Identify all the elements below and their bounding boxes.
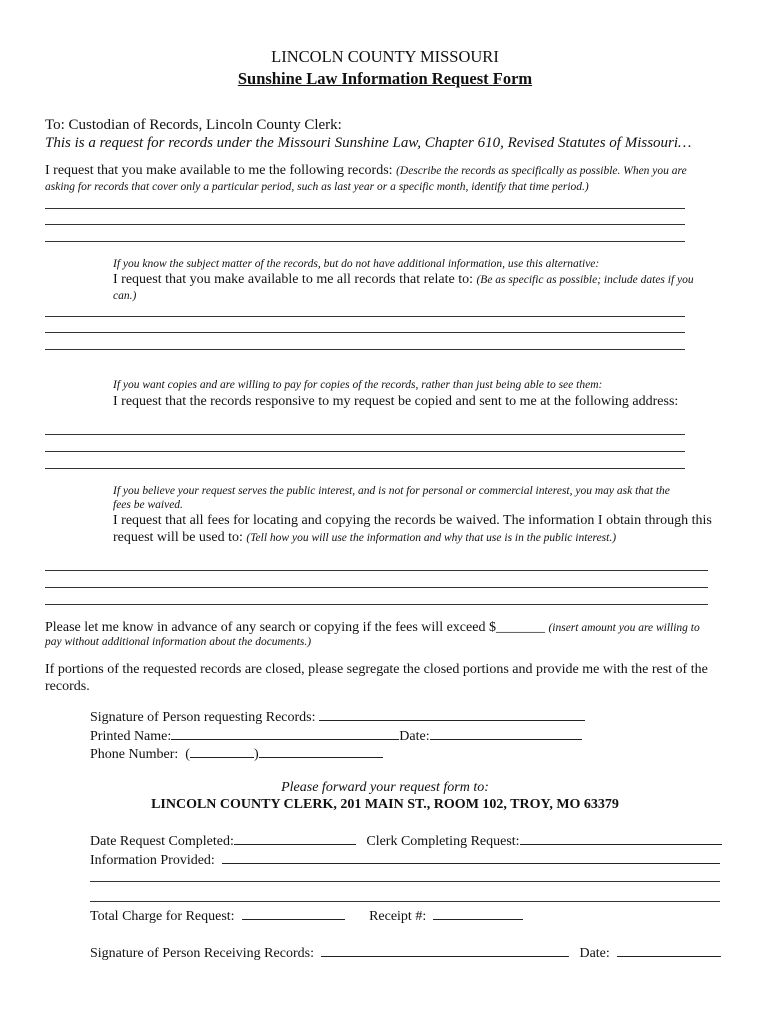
printed-date-field[interactable] [430, 726, 582, 740]
phone-close-paren: ) [253, 747, 259, 762]
subject-blank-line-1[interactable] [45, 316, 685, 317]
information-provided-row [90, 850, 720, 869]
information-blank-line-2[interactable] [90, 901, 720, 902]
to-line: To: Custodian of Records, Lincoln County Clerk: [45, 117, 342, 133]
clerk-completing-label: Clerk Completing Request: [366, 834, 520, 849]
records-request-note: (Describe the records as specifically as possible. When you are [396, 165, 687, 177]
clerk-completing-field[interactable] [520, 831, 722, 845]
fees-statement: Please let me know in advance of any search or copying if the fees will exceed $_______ [45, 620, 545, 635]
printed-date-label: Date: [399, 729, 430, 744]
receiver-signature-label: Signature of Person Receiving Records: [90, 946, 314, 961]
receiver-date-label: Date: [579, 946, 610, 961]
phone-open-paren: ( [185, 747, 190, 762]
waiver-request-line [113, 530, 616, 546]
printed-name-row [90, 726, 582, 745]
receiver-signature-field[interactable] [321, 943, 569, 957]
county-heading: LINCOLN COUNTY MISSOURI [271, 47, 499, 66]
address-blank-line-1[interactable] [45, 434, 685, 435]
records-request-lead: I request that you make available to me the following records: [45, 163, 393, 178]
subject-request-note-cont: can.) [113, 290, 137, 302]
receipt-field[interactable] [433, 906, 523, 920]
waiver-request-note: (Tell how you will use the information and why that use is in the public interest.) [246, 532, 617, 544]
fees-note: (insert amount you are willing to [548, 622, 700, 634]
subject-request-note: (Be as specific as possible; include dates if you [476, 274, 694, 286]
requester-signature-field[interactable] [319, 707, 585, 721]
form-title: Sunshine Law Information Request Form [237, 69, 533, 88]
printed-name-field[interactable] [171, 726, 399, 740]
closed-records-statement: If portions of the requested records are closed, please segregate the closed portions and provide me with the rest of the [45, 662, 708, 677]
waiver-request-lead-cont: request will be used to: [113, 530, 243, 545]
copies-request-lead: I request that the records responsive to my request be copied and sent to me at the following address: [113, 394, 679, 409]
phone-number-field[interactable] [259, 744, 383, 758]
total-charge-field[interactable] [242, 906, 345, 920]
information-blank-line-1[interactable] [90, 881, 720, 882]
total-charge-label: Total Charge for Request: [90, 909, 235, 924]
subject-request-line [113, 272, 694, 288]
total-charge-row [90, 906, 523, 925]
information-provided-field[interactable] [222, 850, 720, 864]
phone-number-label: Phone Number: [90, 747, 179, 762]
fees-note-cont: pay without additional information about the documents.) [45, 636, 312, 648]
date-completed-field[interactable] [234, 831, 356, 845]
phone-number-row [90, 744, 383, 763]
subject-blank-line-3[interactable] [45, 349, 685, 350]
records-request-note-cont: asking for records that cover only a particular period, such as last year or a specific month, identify that time period.) [45, 181, 589, 193]
receiver-date-field[interactable] [617, 943, 721, 957]
clerk-address: LINCOLN COUNTY CLERK, 201 MAIN ST., ROOM 102, TROY, MO 63379 [151, 797, 619, 812]
records-request-line [45, 163, 687, 179]
phone-area-code-field[interactable] [190, 744, 254, 758]
address-blank-line-3[interactable] [45, 468, 685, 469]
subject-request-lead: I request that you make available to me all records that relate to: [113, 272, 473, 287]
subject-blank-line-2[interactable] [45, 332, 685, 333]
waiver-condition-cont: fees be waived. [113, 499, 183, 511]
requester-signature-row [90, 707, 585, 726]
address-blank-line-2[interactable] [45, 451, 685, 452]
waiver-request-lead: I request that all fees for locating and copying the records be waived. The information I obtain through this [113, 513, 712, 528]
subject-condition: If you know the subject matter of the records, but do not have additional information, use this alternative: [113, 258, 600, 270]
printed-name-label: Printed Name: [90, 729, 172, 744]
information-provided-label: Information Provided: [90, 853, 215, 868]
copies-condition: If you want copies and are willing to pay for copies of the records, rather than just being able to see them: [113, 379, 603, 391]
date-completed-label: Date Request Completed: [90, 834, 234, 849]
closed-records-statement-cont: records. [45, 679, 90, 694]
forward-instruction: Please forward your request form to: [281, 780, 489, 795]
records-blank-line-3[interactable] [45, 241, 685, 242]
waiver-blank-line-2[interactable] [45, 587, 708, 588]
receipt-label: Receipt #: [369, 909, 427, 924]
records-blank-line-1[interactable] [45, 208, 685, 209]
waiver-condition: If you believe your request serves the public interest, and is not for personal or commercial interest, you may ask that the [113, 485, 670, 497]
receiver-signature-row [90, 943, 721, 962]
records-blank-line-2[interactable] [45, 224, 685, 225]
date-completed-row [90, 831, 722, 850]
request-statement: This is a request for records under the Missouri Sunshine Law, Chapter 610, Revised Statutes of Missouri… [45, 135, 692, 151]
requester-signature-label: Signature of Person requesting Records: [90, 710, 316, 725]
waiver-blank-line-1[interactable] [45, 570, 708, 571]
fees-line [45, 620, 700, 636]
waiver-blank-line-3[interactable] [45, 604, 708, 605]
